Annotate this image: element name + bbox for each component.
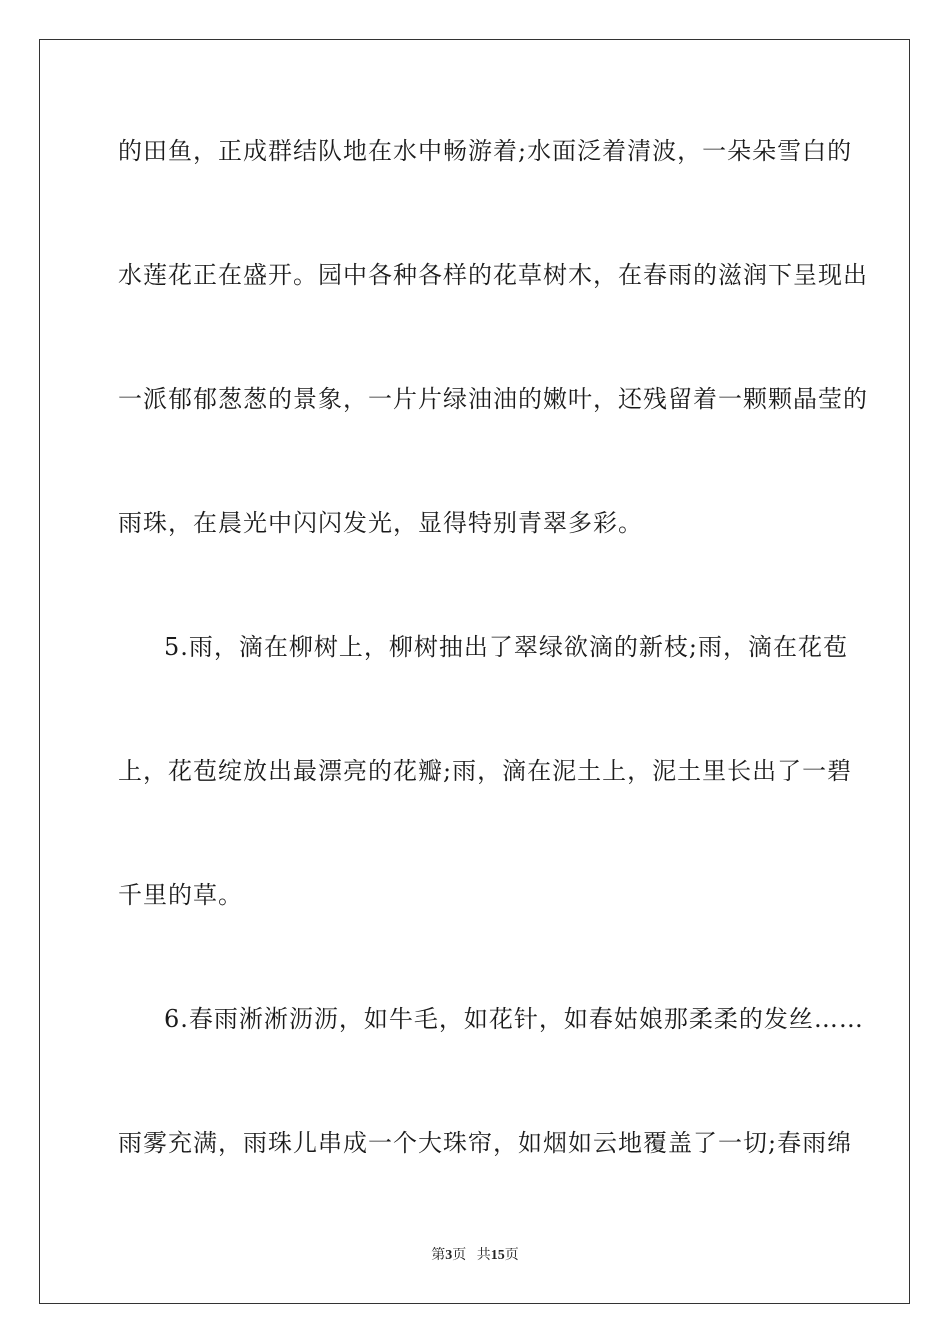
page-prefix: 第 [431, 1248, 446, 1263]
total-prefix: 共 [476, 1248, 491, 1263]
total-pages: 15 [490, 1248, 505, 1263]
text-line: 千里的草。 [118, 881, 243, 909]
text-line: 雨雾充满，雨珠儿串成一个大珠帘，如烟如云地覆盖了一切;春雨绵 [118, 1129, 853, 1157]
paragraph-start-line: 6.春雨淅淅沥沥，如牛毛，如花针，如春姑娘那柔柔的发丝…… [164, 1005, 864, 1033]
text-line: 一派郁郁葱葱的景象，一片片绿油油的嫩叶，还残留着一颗颗晶莹的 [118, 385, 868, 413]
text-line: 雨珠，在晨光中闪闪发光，显得特别青翠多彩。 [118, 509, 643, 537]
text-line: 水莲花正在盛开。园中各种各样的花草树木，在春雨的滋润下呈现出 [118, 261, 868, 289]
total-suffix: 页 [504, 1248, 519, 1263]
page-border [39, 39, 910, 1304]
page-number: 3 [445, 1248, 453, 1263]
page-suffix: 页 [452, 1248, 467, 1263]
page-footer [0, 1244, 950, 1264]
text-line: 的田鱼，正成群结队地在水中畅游着;水面泛着清波，一朵朵雪白的 [118, 137, 853, 165]
text-line: 上，花苞绽放出最漂亮的花瓣;雨，滴在泥土上，泥土里长出了一碧 [118, 757, 853, 785]
paragraph-start-line: 5.雨，滴在柳树上，柳树抽出了翠绿欲滴的新枝;雨，滴在花苞 [164, 633, 848, 661]
